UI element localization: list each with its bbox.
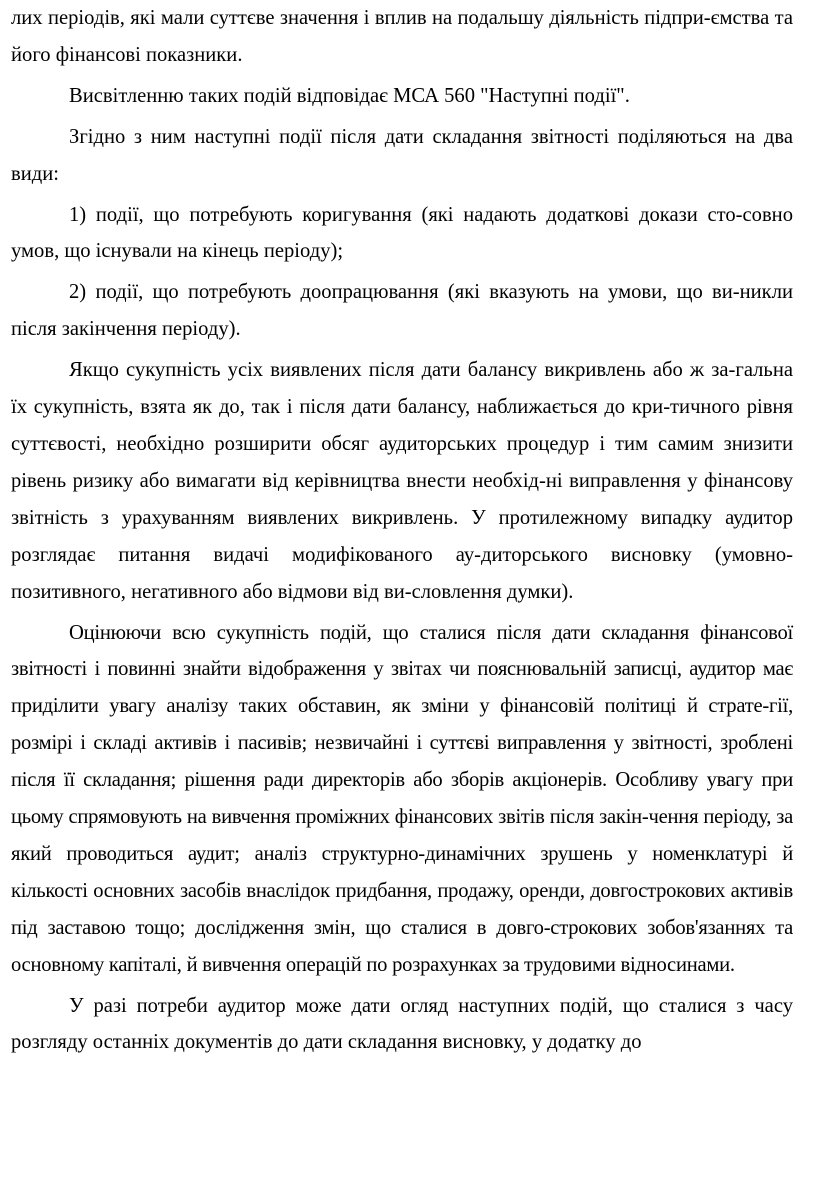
list-item-adjusting-events: 1) події, що потребують коригування (які надають додаткові докази сто-совно умов, що існували на кінець періоду); — [11, 203, 793, 263]
document-page — [11, 0, 793, 1065]
paragraph-evaluation: Оцінюючи всю сукупність подій, що сталися після дати складання фінансової звітності і повинні знайти відображення у звітах чи пояснювальній записці, аудитор має приділити увагу аналізу таких обставин, як зміни у фінансовій політиці й страте-гії, розмірі і складі активів і пасивів; незвичайні і суттєві виправлення у звітності, зроблені після її складання; рішення ради директорів або зборів акціонерів. Особливу увагу при цьому спрямовують на вивчення проміжних фінансових звітів після закін-чення періоду, за який проводиться аудит; аналіз структурно-динамічних зрушень у номенклатурі й кількості основних засобів внаслідок придбання, продажу, оренди, довгострокових активів під заставою тощо; дослідження змін, що сталися в довго-строкових зобов'язаннях та основному капіталі, й вивчення операцій по розрахунках за трудовими відносинами. — [11, 621, 793, 976]
paragraph-review: У разі потреби аудитор може дати огляд наступних подій, що сталися з часу розгляду останніх документів до дати складання висновку, у додатку до — [11, 994, 793, 1054]
paragraph-continuation: лих періодів, які мали суттєве значення і вплив на подальшу діяльність підпри-ємства та його фінансові показники. — [11, 7, 793, 66]
paragraph-standard-reference: Висвітленню таких подій відповідає МСА 560 "Наступні події". — [69, 84, 630, 107]
list-item-non-adjusting-events: 2) події, що потребують доопрацювання (які вказують на умови, що ви-никли після закінчення періоду). — [11, 281, 793, 341]
paragraph-misstatements: Якщо сукупність усіх виявлених після дати балансу викривлень або ж за-гальна їх сукупність, взята як до, так і після дати балансу, наближається до кри-тичного рівня суттєвості, необхідно розширити обсяг аудиторських процедур і тим самим знизити рівень ризику або вимагати від керівництва внести необхід-ні виправлення у фінансову звітність з урахуванням виявлених викривлень. У протилежному випадку аудитор розглядає питання видачі модифікованого ау-диторського висновку (умовно-позитивного, негативного або відмови від ви-словлення думки). — [11, 359, 793, 603]
paragraph-event-types-intro: Згідно з ним наступні події після дати складання звітності поділяються на два види: — [11, 125, 793, 185]
